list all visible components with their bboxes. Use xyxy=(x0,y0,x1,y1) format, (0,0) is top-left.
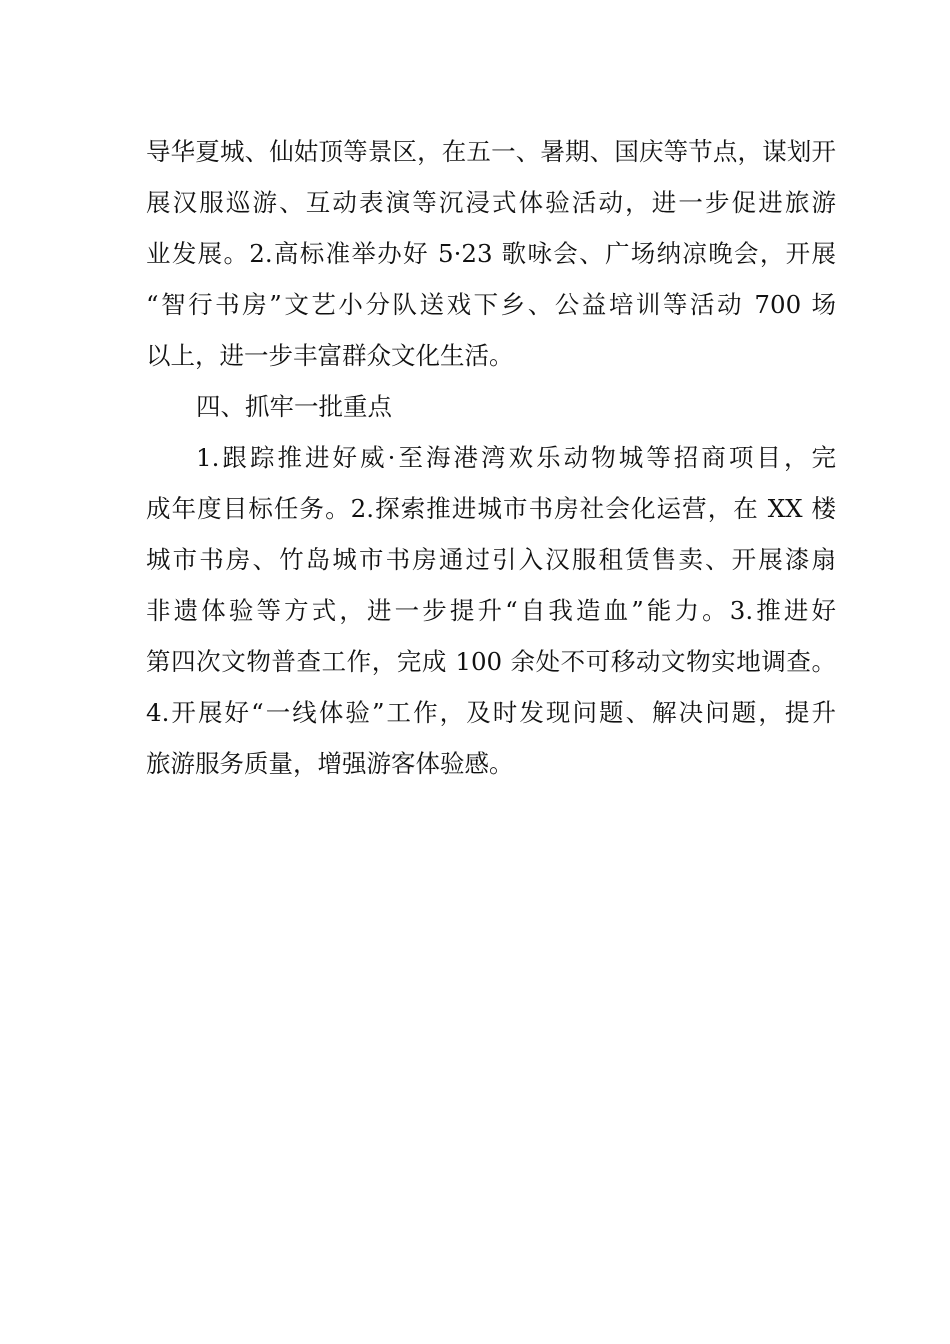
paragraph-line: 展汉服巡游、互动表演等沉浸式体验活动，进一步促进旅游 xyxy=(146,188,836,217)
paragraph-line: 第四次文物普查工作，完成 100 余处不可移动文物实地调查。 xyxy=(146,647,836,676)
paragraph-line: “智行书房”文艺小分队送戏下乡、公益培训等活动 700 场 xyxy=(146,290,836,319)
paragraph-line: 非遗体验等方式，进一步提升“自我造血”能力。3.推进好 xyxy=(146,596,836,625)
paragraph-line: 城市书房、竹岛城市书房通过引入汉服租赁售卖、开展漆扇 xyxy=(146,545,836,574)
paragraph-line: 1.跟踪推进好威·至海港湾欢乐动物城等招商项目，完 xyxy=(196,443,836,472)
paragraph-line: 导华夏城、仙姑顶等景区，在五一、暑期、国庆等节点，谋划开 xyxy=(146,137,836,166)
paragraph-line: 以上，进一步丰富群众文化生活。 xyxy=(146,341,514,370)
paragraph-line: 4.开展好“一线体验”工作，及时发现问题、解决问题，提升 xyxy=(146,698,836,727)
section-heading: 四、抓牢一批重点 xyxy=(196,392,392,421)
paragraph-line: 业发展。2.高标准举办好 5·23 歌咏会、广场纳凉晚会，开展 xyxy=(146,239,836,268)
paragraph-line: 成年度目标任务。2.探索推进城市书房社会化运营，在 XX 楼 xyxy=(146,494,836,523)
document-body xyxy=(146,126,836,789)
paragraph-line: 旅游服务质量，增强游客体验感。 xyxy=(146,749,514,778)
